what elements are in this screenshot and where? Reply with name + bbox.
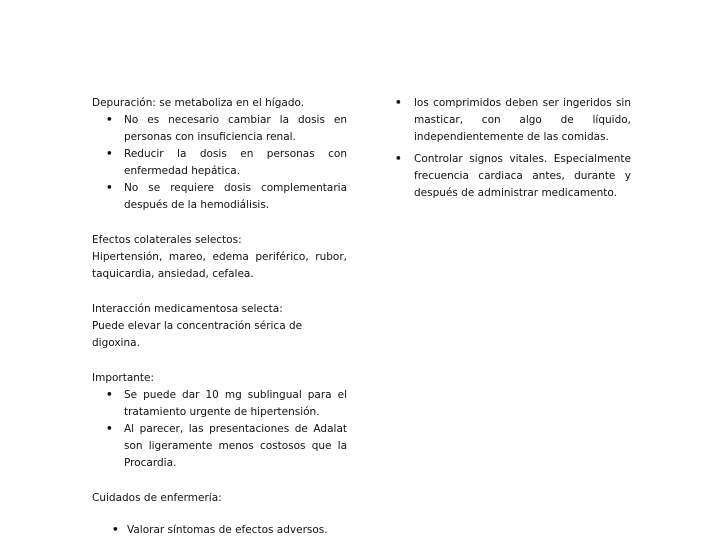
bullet-icon: • — [106, 182, 113, 194]
list-item: • Se puede dar 10 mg sublingual para el tratamiento urgente de hipertensión. — [106, 389, 347, 418]
efectos-text: Hipertensión, mareo, edema periférico, rubor, taquicardia, ansiedad, cefalea. — [92, 251, 347, 280]
list-item: • No es necesario cambiar la dosis en personas con insuficiencia renal. — [106, 114, 347, 143]
depuracion-list — [92, 112, 347, 214]
right-column — [395, 95, 631, 202]
bullet-icon: • — [106, 389, 113, 401]
bullet-icon: • — [395, 153, 402, 165]
efectos-heading: Efectos colaterales selectos: — [92, 234, 242, 246]
cuidados-list — [92, 522, 347, 539]
list-item: • Al parecer, las presentaciones de Adalat son ligeramente menos costosos que la Procardia. — [106, 423, 347, 469]
list-item: • Controlar signos vitales. Especialmente frecuencia cardiaca antes, durante y después de administrar medicamento. — [395, 153, 631, 199]
bullet-icon: • — [106, 114, 113, 126]
importante-list — [92, 387, 347, 472]
cuidados-heading: Cuidados de enfermería: — [92, 492, 222, 504]
list-item: • Valorar síntomas de efectos adversos. — [92, 522, 347, 539]
right-list — [395, 95, 631, 202]
list-item: • los comprimidos deben ser ingeridos sin masticar, con algo de líquido, independientemente de las comidas. — [395, 97, 631, 143]
left-column — [92, 95, 347, 539]
bullet-icon: • — [106, 148, 113, 160]
interaccion-text: Puede elevar la concentración sérica de digoxina. — [92, 320, 303, 349]
bullet-icon: • — [395, 97, 402, 109]
bullet-icon: • — [106, 423, 113, 435]
list-item: • No se requiere dosis complementaria después de la hemodiálisis. — [106, 182, 347, 211]
importante-heading: Importante: — [92, 372, 155, 384]
depuracion-heading: Depuración: se metaboliza en el hígado. — [92, 97, 305, 109]
interaccion-heading: Interacción medicamentosa selecta: — [92, 303, 283, 315]
list-item: • Reducir la dosis en personas con enfermedad hepática. — [106, 148, 347, 177]
bullet-icon: • — [112, 524, 119, 536]
